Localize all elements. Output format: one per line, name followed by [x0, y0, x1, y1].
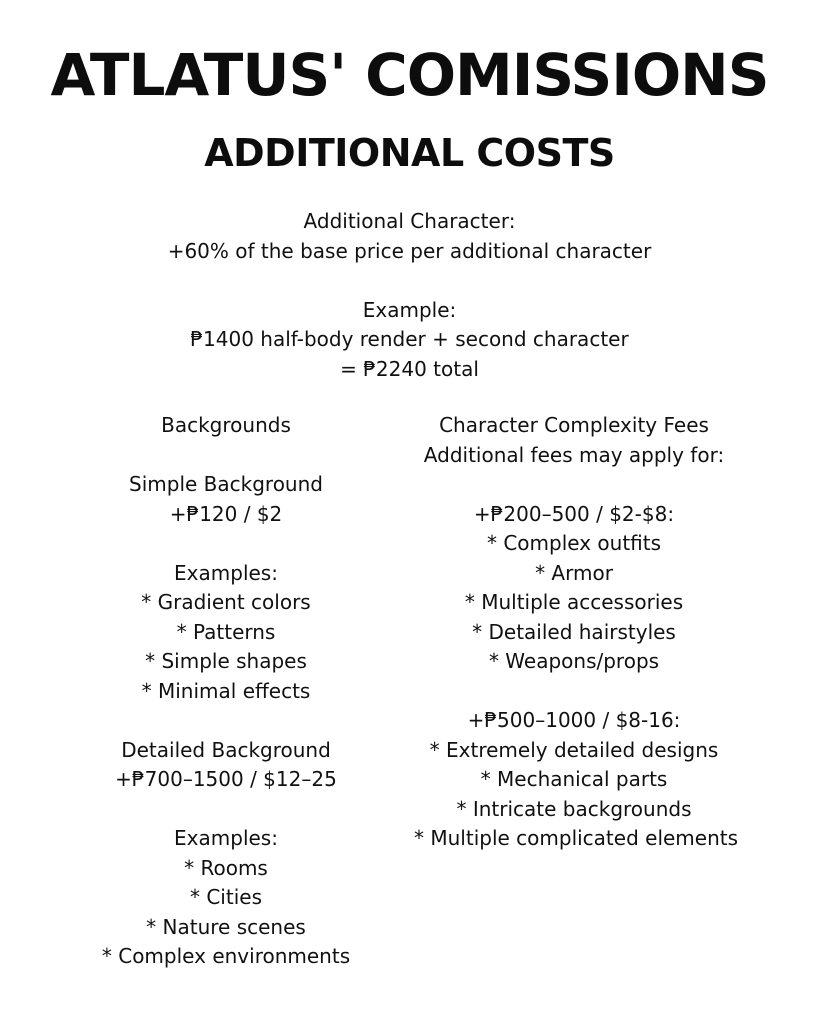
backgrounds-line: Detailed Background [121, 737, 331, 762]
complexity-line: * Weapons/props [488, 649, 660, 673]
additional-character-section [0, 207, 819, 384]
backgrounds-line: Simple Background [129, 472, 323, 496]
backgrounds-line [40, 706, 412, 736]
page-title: ATLATUS' COMISSIONS [50, 41, 769, 109]
complexity-line: +₱200–500 / $2-$8: [473, 501, 675, 526]
backgrounds-line [40, 795, 412, 825]
complexity-line: Additional fees may apply for: [423, 442, 725, 467]
intro-line: Example: [362, 297, 457, 322]
backgrounds-line: * Patterns [176, 619, 276, 644]
backgrounds-line [40, 529, 412, 559]
backgrounds-line: Examples: [174, 560, 278, 585]
backgrounds-line: * Complex environments [101, 944, 351, 968]
backgrounds-line: * Gradient colors [141, 590, 311, 614]
backgrounds-line: +₱120 / $2 [169, 501, 283, 526]
intro-line: ₱1400 half-body render + second character [190, 327, 629, 351]
backgrounds-line: * Minimal effects [141, 678, 311, 703]
complexity-line: * Multiple complicated elements [414, 826, 739, 850]
backgrounds-line: * Cities [189, 885, 262, 909]
backgrounds-line: Backgrounds [161, 413, 291, 437]
intro-line: Additional Character: [303, 209, 516, 233]
backgrounds-line: * Rooms [184, 855, 268, 880]
complexity-line: * Multiple accessories [464, 590, 684, 614]
complexity-line: Character Complexity Fees [439, 413, 709, 437]
complexity-line: * Complex outfits [486, 531, 662, 555]
complexity-line: * Intricate backgrounds [456, 796, 692, 821]
complexity-line: +₱500–1000 / $8-16: [467, 708, 681, 732]
backgrounds-line [40, 441, 412, 471]
complexity-line [414, 470, 734, 500]
complexity-line: * Mechanical parts [480, 767, 668, 791]
complexity-line: * Detailed hairstyles [472, 619, 676, 644]
backgrounds-line: +₱700–1500 / $12–25 [115, 767, 337, 791]
backgrounds-line: * Simple shapes [145, 649, 307, 673]
complexity-line [414, 677, 734, 707]
backgrounds-line: Examples: [174, 826, 278, 850]
intro-line: = ₱2240 total [340, 356, 479, 381]
complexity-fees-section [414, 411, 739, 854]
page-subtitle: ADDITIONAL COSTS [204, 131, 615, 175]
backgrounds-section [40, 411, 412, 972]
complexity-line: * Extremely detailed designs [429, 737, 719, 762]
complexity-line: * Armor [535, 560, 613, 585]
backgrounds-line: * Nature scenes [146, 914, 306, 939]
intro-line [0, 266, 819, 296]
intro-line: +60% of the base price per additional character [167, 238, 652, 263]
